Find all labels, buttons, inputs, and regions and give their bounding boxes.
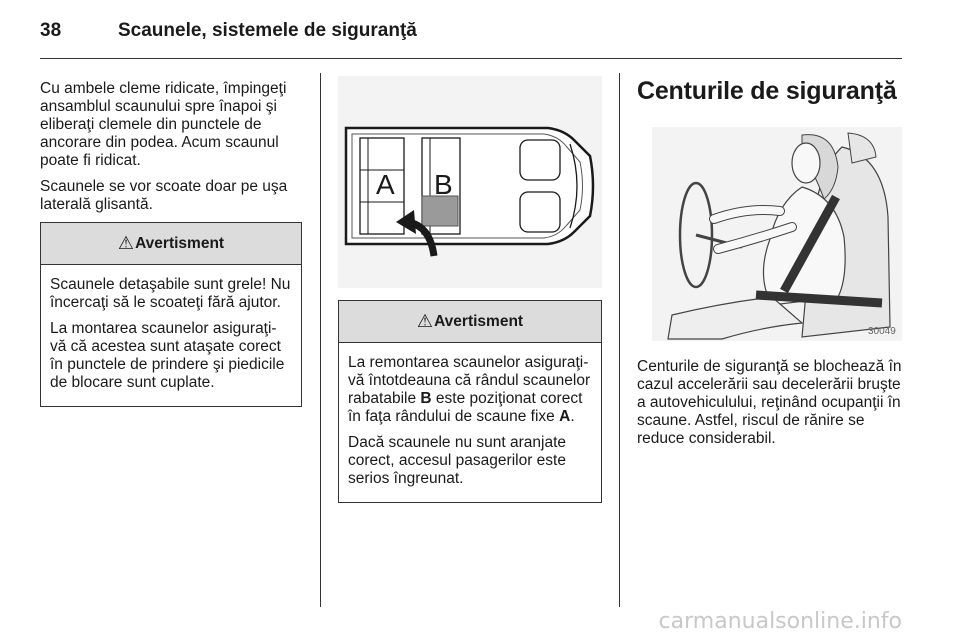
label-a: A [376, 169, 395, 200]
warning-triangle-icon: ⚠ [117, 232, 135, 253]
column-right [637, 76, 902, 106]
warning-text: La remontarea scaunelor asiguraţi-vă întotdeauna că rândul scaunelor rabatabile B este poziţionat corect în faţa rândului de scaune fixe A. [348, 354, 591, 425]
column-divider [320, 73, 321, 607]
warning-body [339, 343, 601, 502]
seat-layout-illustration [338, 76, 602, 288]
page-header [40, 20, 902, 60]
warning-body [41, 265, 301, 406]
warning-text: Dacă scaunele nu sunt aranjate corect, accesul pasagerilor este serios îngreunat. [348, 434, 567, 487]
front-seat [520, 192, 560, 232]
warning-box [40, 222, 302, 407]
page-number: 38 [40, 20, 62, 41]
paragraph: Cu ambele cleme ridicate, împingeţi ansamblul scaunului spre înapoi şi eliberaţi clemele din punctele de ancorare din podea. Acum scaunul poate fi ridicat. [40, 80, 287, 169]
warning-header [41, 223, 301, 265]
column-right-text [637, 358, 902, 456]
section-heading: Centurile de siguranţă [637, 77, 897, 105]
figure-code: 30049 [868, 326, 896, 337]
paragraph: Scaunele se vor scoate doar pe uşa laterală glisantă. [40, 178, 288, 213]
folded-seat [422, 196, 458, 226]
warning-header [339, 301, 601, 343]
warning-triangle-icon: ⚠ [416, 310, 434, 331]
front-seat [520, 140, 560, 180]
warning-text: Scaunele detaşabile sunt grele! Nu încercaţi să le scoateţi fără ajutor. [50, 276, 291, 311]
warning-text: La montarea scaunelor asiguraţi-vă că acestea sunt ataşate corect în punctele de prindere şi piedicile de blocare sunt cuplate. [50, 320, 285, 391]
header-rule [40, 58, 902, 59]
column-middle [338, 300, 602, 503]
label-b: B [434, 169, 453, 200]
warning-title: Avertisment [434, 312, 524, 330]
warning-title: Avertisment [135, 234, 225, 252]
seatbelt-illustration [652, 127, 902, 341]
paragraph: Centurile de siguranţă se blochează în cazul accelerării sau decelerării bruşte a autovehiculului, reţinând ocupanţii în scaune. Astfel, riscul de rănire se reduce considerabil. [637, 358, 902, 447]
seat-layout-figure [338, 76, 602, 288]
seatbelt-figure [652, 127, 902, 341]
warning-box [338, 300, 602, 503]
column-left [40, 80, 302, 407]
section-title: Scaunele, sistemele de siguranţă [118, 20, 417, 41]
watermark: carmanualsonline.info [658, 609, 902, 634]
column-divider [619, 73, 620, 607]
